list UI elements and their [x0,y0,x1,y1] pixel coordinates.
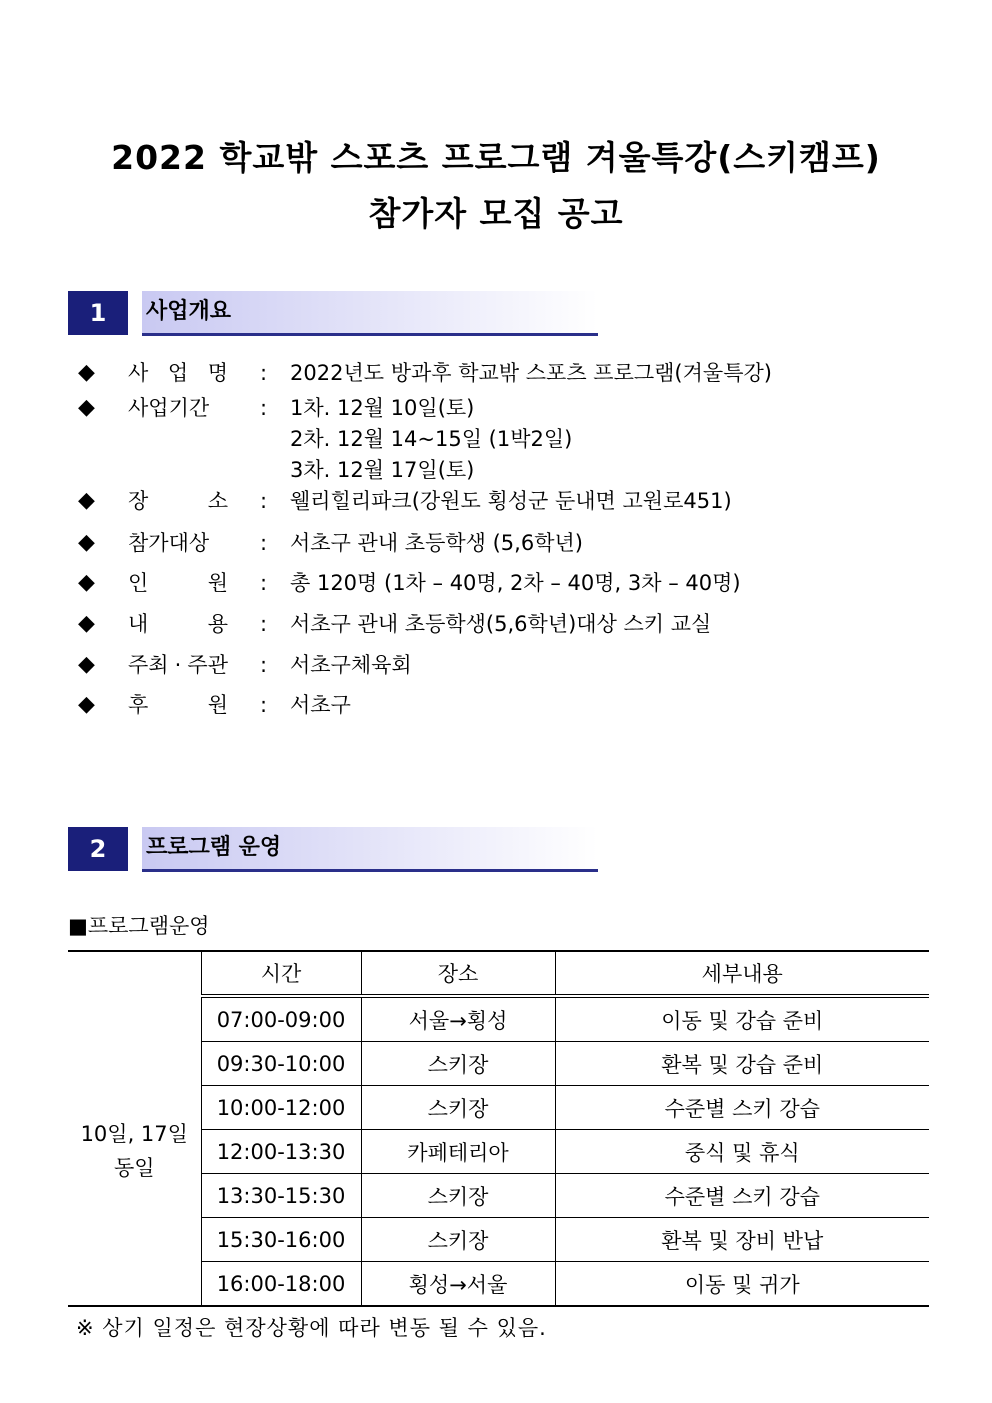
diamond-bullet-icon: ◆ [78,570,95,595]
info-value: 서초구체육회 [290,653,412,677]
schedule-place: 스키장 [361,1218,555,1262]
info-label-part: 장 [128,489,149,513]
day-label-line1: 10일, 17일 [80,1121,188,1146]
schedule-place: 스키장 [361,1086,555,1130]
diamond-bullet-icon: ◆ [78,692,95,717]
schedule-table [68,950,929,1307]
info-label-part: 내 [128,612,149,636]
schedule-time: 15:30-16:00 [201,1218,361,1262]
schedule-details: 중식 및 휴식 [555,1130,929,1174]
diamond-bullet-icon: ◆ [78,360,95,385]
info-colon: : [260,612,268,636]
schedule-details: 환복 및 강습 준비 [555,1042,929,1086]
info-colon: : [260,361,268,385]
info-value: 서초구 [290,693,351,717]
info-row [0,690,992,720]
info-label-part: 원 [207,571,228,595]
schedule-place: 서울→횡성 [361,996,555,1042]
info-label [128,609,228,639]
schedule-day-label [68,996,201,1306]
diamond-bullet-icon: ◆ [78,652,95,677]
info-row [0,486,992,516]
info-colon: : [260,693,268,717]
info-value: 웰리힐리파크(강원도 횡성군 둔내면 고원로451) [290,489,732,513]
schedule-details: 수준별 스키 강습 [555,1086,929,1130]
section-title: 사업개요 [146,299,232,324]
section-number: 2 [68,827,128,871]
info-colon: : [260,396,268,420]
table-header-row [68,951,929,996]
info-label-part: 주관 [187,653,228,677]
schedule-heading: ■프로그램운영 [68,914,210,938]
info-label [128,358,228,388]
info-row [0,358,992,388]
info-colon: : [260,489,268,513]
info-label-part: 업 [167,361,189,385]
diamond-bullet-icon: ◆ [78,611,95,636]
section-title-bar [142,291,598,336]
info-colon: : [260,531,268,555]
info-row [0,455,992,485]
schedule-time: 07:00-09:00 [201,996,361,1042]
info-label-part: · [174,653,182,677]
info-label-part: 사 [128,361,149,385]
schedule-time: 10:00-12:00 [201,1086,361,1130]
info-label-part: 주최 [128,653,169,677]
section-header-program [68,827,600,873]
schedule-time: 12:00-13:30 [201,1130,361,1174]
column-header-time: 시간 [201,951,361,996]
info-colon: : [260,571,268,595]
schedule-note: ※ 상기 일정은 현장상황에 따라 변동 될 수 있음. [76,1316,547,1340]
info-colon: : [260,653,268,677]
info-label-part: 명 [207,361,228,385]
schedule-time: 16:00-18:00 [201,1262,361,1307]
section-title: 프로그램 운영 [146,835,282,860]
schedule-place: 스키장 [361,1174,555,1218]
info-row [0,393,992,423]
info-row [0,528,992,558]
schedule-place: 횡성→서울 [361,1262,555,1307]
info-label-part: 인 [128,571,149,595]
info-row [0,568,992,598]
document-title-line2: 참가자 모집 공고 [368,194,624,233]
day-label-line2: 동일 [113,1155,155,1180]
info-label: 사업기간 [128,396,210,420]
info-value: 총 120명 (1차 – 40명, 2차 – 40명, 3차 – 40명) [290,571,741,595]
schedule-details: 이동 및 강습 준비 [555,996,929,1042]
table-row [68,996,929,1042]
schedule-time: 09:30-10:00 [201,1042,361,1086]
schedule-details: 수준별 스키 강습 [555,1174,929,1218]
info-label-part: 후 [128,693,149,717]
info-label-part: 원 [207,693,228,717]
info-label: 참가대상 [128,531,210,555]
document-title-line1: 2022 학교밖 스포츠 프로그램 겨울특강(스키캠프) [111,138,881,177]
info-label-part: 용 [207,612,228,636]
info-row [0,424,992,454]
info-value: 1차. 12월 10일(토) [290,396,475,420]
schedule-place: 스키장 [361,1042,555,1086]
diamond-bullet-icon: ◆ [78,488,95,513]
schedule-time: 13:30-15:30 [201,1174,361,1218]
section-number: 1 [68,291,128,335]
info-label [128,690,228,720]
info-label [128,568,228,598]
info-value: 서초구 관내 초등학생 (5,6학년) [290,531,583,555]
schedule-details: 환복 및 장비 반납 [555,1218,929,1262]
column-header-details: 세부내용 [555,951,929,996]
info-label-part: 소 [207,489,228,513]
table-header-empty [68,951,201,996]
schedule-place: 카페테리아 [361,1130,555,1174]
info-value: 서초구 관내 초등학생(5,6학년)대상 스키 교실 [290,612,712,636]
schedule-details: 이동 및 귀가 [555,1262,929,1307]
info-row [0,609,992,639]
section-title-bar [142,827,598,872]
diamond-bullet-icon: ◆ [78,530,95,555]
info-row [0,650,992,680]
info-value: 2차. 12월 14~15일 (1박2일) [290,427,573,451]
info-label [128,650,228,680]
info-value: 3차. 12월 17일(토) [290,458,475,482]
column-header-place: 장소 [361,951,555,996]
info-label [128,486,228,516]
diamond-bullet-icon: ◆ [78,395,95,420]
info-value: 2022년도 방과후 학교밖 스포츠 프로그램(겨울특강) [290,361,772,385]
section-header-overview [68,291,600,337]
